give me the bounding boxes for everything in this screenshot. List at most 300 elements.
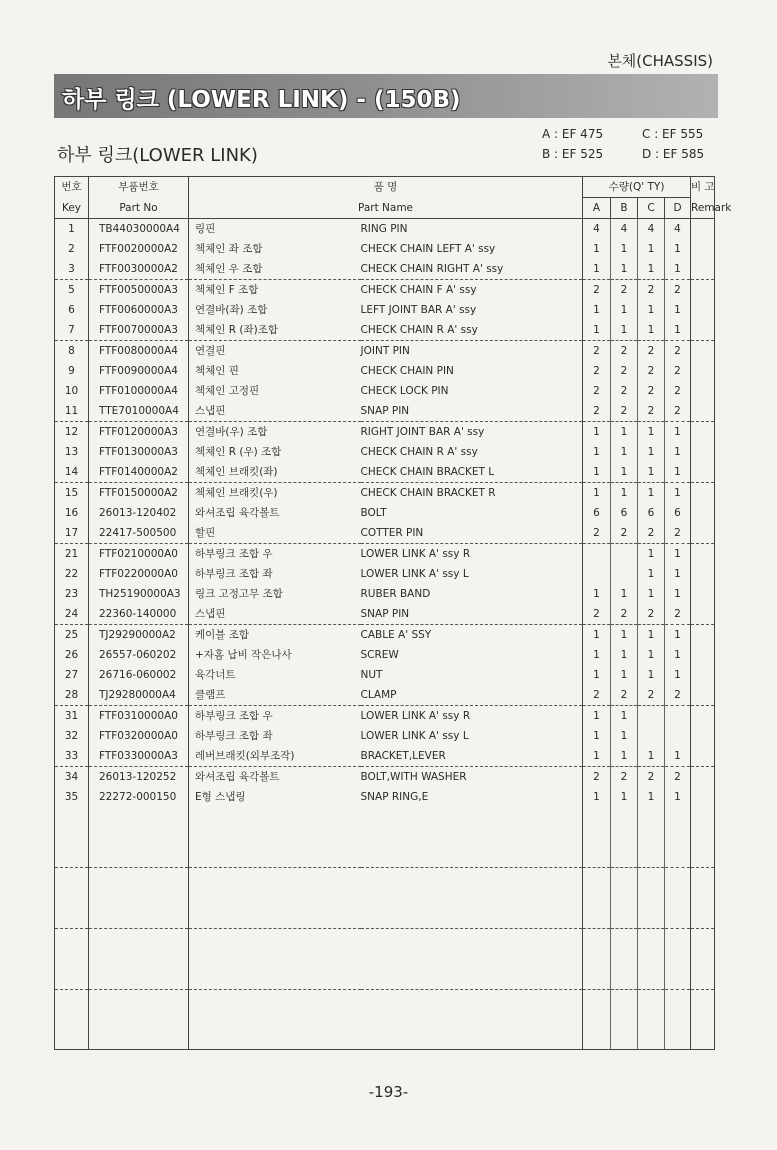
part-key: 2	[55, 239, 89, 259]
qty-d: 1	[665, 746, 691, 767]
part-name-kr: 첵체인 브래킷(좌)	[189, 462, 361, 483]
qty-d: 1	[665, 625, 691, 646]
part-key: 24	[55, 604, 89, 625]
subtitle: 하부 링크(LOWER LINK)	[57, 145, 258, 166]
table-row	[55, 787, 715, 807]
part-number: FTF0120000A3	[89, 422, 189, 443]
part-number: FTF0070000A3	[89, 320, 189, 341]
remark	[691, 523, 715, 544]
model-a: A : EF 475	[542, 127, 604, 141]
part-key: 5	[55, 280, 89, 301]
qty-c: 2	[638, 361, 665, 381]
qty-a: 6	[583, 503, 611, 523]
page-number: -193-	[368, 1083, 409, 1101]
part-name-kr: 하부링크 조합 좌	[195, 568, 273, 580]
blank-cell	[611, 929, 638, 990]
part-name-en: CHECK CHAIN PIN	[360, 365, 454, 377]
table-row	[55, 219, 715, 240]
qty-a: 1	[583, 483, 611, 504]
qty-c: 4	[638, 219, 665, 240]
qty-a: 1	[583, 584, 611, 604]
qty-a: 2	[583, 381, 611, 401]
part-name-kr: 육각너트	[195, 669, 236, 681]
part-key: 22	[55, 564, 89, 584]
qty-b: 2	[611, 523, 638, 544]
qty-a: 1	[583, 787, 611, 807]
remark	[691, 462, 715, 483]
part-name-kr: 스냅핀	[189, 401, 361, 422]
qty-b: 1	[611, 442, 638, 462]
part-key: 25	[55, 625, 89, 646]
qty-b: 1	[611, 483, 638, 504]
part-key: 35	[55, 787, 89, 807]
part-name-en: SNAP RING,E	[360, 791, 429, 803]
table-row-blank	[55, 990, 715, 1050]
part-name-en: LEFT JOINT BAR A' ssy	[360, 304, 477, 316]
part-number: FTF0090000A4	[89, 361, 189, 381]
part-name-en: CLAMP	[361, 685, 583, 706]
part-name-en: RUBER BAND	[360, 588, 431, 600]
part-name-kr: 클램프	[189, 685, 361, 706]
part-key: 14	[55, 462, 89, 483]
blank-cell	[691, 929, 715, 990]
qty-a: 1	[583, 259, 611, 280]
qty-a: 2	[583, 523, 611, 544]
qty-b: 1	[611, 462, 638, 483]
qty-c: 1	[638, 665, 665, 685]
part-name-kr: 연결핀	[195, 345, 226, 357]
qty-d: 4	[665, 219, 691, 240]
blank-cell	[55, 929, 89, 990]
table-row-blank	[55, 807, 715, 868]
table-row	[55, 625, 715, 646]
qty-b: 2	[611, 767, 638, 788]
qty-c: 1	[638, 259, 665, 280]
remark	[691, 544, 715, 565]
qty-a: 4	[583, 219, 611, 240]
part-name-kr: 첵체인 F 조합	[195, 284, 259, 296]
qty-a: 1	[583, 462, 611, 483]
blank-cell	[638, 807, 665, 868]
blank-cell	[611, 990, 638, 1050]
part-number: FTF0060000A3	[89, 300, 189, 320]
table-row	[55, 544, 715, 565]
part-name-en: SCREW	[360, 649, 399, 661]
part-name-kr: 와셔조립 육각볼트	[195, 771, 280, 783]
part-key: 33	[55, 746, 89, 767]
remark	[691, 422, 715, 443]
part-number: FTF0030000A2	[89, 259, 189, 280]
qty-d: 1	[665, 787, 691, 807]
qty-c	[638, 726, 665, 746]
remark	[691, 280, 715, 301]
qty-b: 1	[611, 746, 638, 767]
col-key-kr: 번호	[55, 177, 89, 198]
table-row-blank	[55, 929, 715, 990]
qty-b: 2	[611, 604, 638, 625]
qty-a	[583, 544, 611, 565]
col-name-kr: 품 명	[189, 177, 583, 198]
col-qty-b: B	[611, 198, 638, 219]
qty-d: 1	[665, 442, 691, 462]
part-key: 32	[55, 726, 89, 746]
part-name-en: CHECK CHAIN F A' ssy	[360, 284, 477, 296]
part-name-en: CHECK LOCK PIN	[360, 385, 449, 397]
table-row	[55, 361, 715, 381]
qty-d: 1	[665, 483, 691, 504]
part-number: 26013-120402	[89, 503, 189, 523]
qty-c: 1	[638, 462, 665, 483]
qty-a: 1	[583, 625, 611, 646]
part-name-en: LOWER LINK A' ssy R	[360, 710, 471, 722]
remark	[691, 259, 715, 280]
table-row	[55, 381, 715, 401]
col-name: Part Name	[189, 198, 583, 219]
qty-a	[583, 564, 611, 584]
table-row	[55, 341, 715, 362]
qty-a: 2	[583, 767, 611, 788]
part-name-kr: 하부링크 조합 좌	[195, 730, 273, 742]
qty-d: 6	[665, 503, 691, 523]
qty-b: 1	[611, 645, 638, 665]
qty-d: 1	[665, 300, 691, 320]
remark	[691, 401, 715, 422]
table-row	[55, 483, 715, 504]
blank-cell	[665, 807, 691, 868]
part-key: 12	[55, 422, 89, 443]
part-number: FTF0050000A3	[89, 280, 189, 301]
qty-c: 2	[638, 401, 665, 422]
part-key: 17	[55, 523, 89, 544]
part-name-kr: 하부링크 조합 우	[195, 548, 273, 560]
qty-a: 1	[583, 645, 611, 665]
blank-cell	[55, 990, 89, 1050]
qty-b: 1	[611, 726, 638, 746]
qty-c: 1	[638, 239, 665, 259]
qty-d: 2	[665, 280, 691, 301]
part-name-en: CABLE A' SSY	[360, 629, 432, 641]
remark	[691, 503, 715, 523]
qty-b	[611, 564, 638, 584]
table-row	[55, 604, 715, 625]
blank-cell	[638, 929, 665, 990]
part-key: 10	[55, 381, 89, 401]
part-number: TJ29280000A4	[89, 685, 189, 706]
qty-c: 2	[638, 767, 665, 788]
part-name-en: RIGHT JOINT BAR A' ssy	[360, 426, 485, 438]
table-row	[55, 584, 715, 604]
qty-a: 2	[583, 685, 611, 706]
part-name-en: RING PIN	[360, 223, 408, 235]
table-row	[55, 706, 715, 727]
part-number: 26013-120252	[89, 767, 189, 788]
col-key: Key	[55, 198, 89, 219]
blank-cell	[55, 807, 89, 868]
blank-cell	[89, 990, 189, 1050]
qty-b: 2	[611, 341, 638, 362]
part-number: 22417-500500	[89, 523, 189, 544]
part-key: 26	[55, 645, 89, 665]
qty-b	[611, 544, 638, 565]
table-row	[55, 259, 715, 280]
part-name-en: SNAP PIN	[361, 604, 583, 625]
remark	[691, 645, 715, 665]
qty-a: 1	[583, 239, 611, 259]
model-b: B : EF 525	[542, 147, 604, 161]
part-key: 15	[55, 483, 89, 504]
part-name-kr: 링핀	[195, 223, 216, 235]
part-name-kr: 첵체인 고정핀	[195, 385, 260, 397]
remark	[691, 442, 715, 462]
part-key: 28	[55, 685, 89, 706]
qty-d: 2	[665, 767, 691, 788]
remark	[691, 685, 715, 706]
part-key: 6	[55, 300, 89, 320]
qty-c: 2	[638, 381, 665, 401]
qty-c: 2	[638, 685, 665, 706]
table-row	[55, 300, 715, 320]
qty-d: 1	[665, 422, 691, 443]
part-name-en: CHECK CHAIN LEFT A' ssy	[360, 243, 496, 255]
table-row	[55, 746, 715, 767]
qty-b: 6	[611, 503, 638, 523]
blank-cell	[665, 990, 691, 1050]
qty-a: 1	[583, 442, 611, 462]
part-name-en: COTTER PIN	[361, 523, 583, 544]
part-name-kr: 연결바(좌) 조합	[195, 304, 268, 316]
qty-a: 1	[583, 665, 611, 685]
qty-b: 2	[611, 280, 638, 301]
remark	[691, 564, 715, 584]
part-name-kr: 첵체인 R (우) 조합	[195, 446, 282, 458]
qty-a: 1	[583, 726, 611, 746]
blank-cell	[189, 868, 361, 929]
qty-c: 6	[638, 503, 665, 523]
qty-d	[665, 726, 691, 746]
qty-b: 1	[611, 787, 638, 807]
blank-cell	[583, 868, 611, 929]
title-banner	[54, 74, 718, 118]
blank-cell	[665, 868, 691, 929]
remark	[691, 787, 715, 807]
table-row	[55, 665, 715, 685]
part-name-kr: 링크 고정고무 조합	[195, 588, 283, 600]
part-name-kr: 케이블 조합	[195, 629, 250, 641]
blank-cell	[638, 990, 665, 1050]
qty-c: 1	[638, 320, 665, 341]
part-key: 31	[55, 706, 89, 727]
table-row	[55, 564, 715, 584]
qty-c: 1	[638, 787, 665, 807]
part-name-en: CHECK CHAIN BRACKET L	[361, 462, 583, 483]
part-key: 23	[55, 584, 89, 604]
blank-cell	[691, 990, 715, 1050]
part-key: 21	[55, 544, 89, 565]
part-name-kr: 첵체인 R (좌)조합	[189, 320, 361, 341]
part-name-en: CHECK CHAIN BRACKET R	[360, 487, 496, 499]
blank-cell	[361, 868, 583, 929]
blank-cell	[361, 990, 583, 1050]
table-row	[55, 523, 715, 544]
table-row	[55, 726, 715, 746]
qty-a: 1	[583, 422, 611, 443]
part-name-kr: 와셔조립 육각볼트	[195, 507, 280, 519]
table-row	[55, 320, 715, 341]
table-row	[55, 645, 715, 665]
parts-table	[54, 176, 732, 1050]
blank-cell	[89, 807, 189, 868]
part-name-en: BRACKET,LEVER	[361, 746, 583, 767]
qty-d: 2	[665, 401, 691, 422]
part-name-kr: 첵체인 핀	[195, 365, 239, 377]
part-name-en: NUT	[360, 669, 383, 681]
qty-a: 2	[583, 604, 611, 625]
remark	[691, 706, 715, 727]
remark	[691, 341, 715, 362]
qty-d: 1	[665, 564, 691, 584]
qty-d: 1	[665, 259, 691, 280]
blank-cell	[638, 868, 665, 929]
part-name-en: LOWER LINK A' ssy L	[360, 568, 469, 580]
qty-d: 2	[665, 685, 691, 706]
qty-a: 1	[583, 320, 611, 341]
remark	[691, 625, 715, 646]
table-row	[55, 401, 715, 422]
col-partno: Part No	[89, 198, 189, 219]
table-row	[55, 503, 715, 523]
remark	[691, 239, 715, 259]
blank-cell	[611, 868, 638, 929]
remark	[691, 604, 715, 625]
model-c: C : EF 555	[642, 127, 704, 141]
qty-d: 1	[665, 665, 691, 685]
part-key: 13	[55, 442, 89, 462]
qty-a: 2	[583, 341, 611, 362]
col-qty-c: C	[638, 198, 665, 219]
part-name-en: CHECK CHAIN RIGHT A' ssy	[361, 259, 583, 280]
qty-d: 2	[665, 361, 691, 381]
blank-cell	[55, 868, 89, 929]
part-name-kr: 할핀	[189, 523, 361, 544]
remark	[691, 219, 715, 240]
qty-b: 2	[611, 685, 638, 706]
qty-b: 1	[611, 422, 638, 443]
blank-cell	[189, 990, 361, 1050]
qty-b: 1	[611, 239, 638, 259]
part-number: FTF0020000A2	[89, 239, 189, 259]
part-name-en: CHECK CHAIN R A' ssy	[361, 320, 583, 341]
col-qty-a: A	[583, 198, 611, 219]
col-qty-kr: 수량(Q' TY)	[583, 177, 691, 198]
table-row	[55, 280, 715, 301]
part-name-en: JOINT PIN	[360, 345, 410, 357]
qty-c: 2	[638, 523, 665, 544]
part-key: 3	[55, 259, 89, 280]
qty-c: 1	[638, 645, 665, 665]
qty-d: 1	[665, 544, 691, 565]
table-row	[55, 239, 715, 259]
blank-cell	[583, 929, 611, 990]
blank-cell	[691, 807, 715, 868]
page-title: 하부 링크 (LOWER LINK) - (150B)	[62, 87, 461, 113]
blank-cell	[691, 868, 715, 929]
table-row	[55, 422, 715, 443]
qty-b: 4	[611, 219, 638, 240]
part-number: FTF0100000A4	[89, 381, 189, 401]
part-number: 22360-140000	[89, 604, 189, 625]
blank-cell	[583, 990, 611, 1050]
qty-c: 1	[638, 625, 665, 646]
part-name-en: CHECK CHAIN R A' ssy	[360, 446, 478, 458]
blank-cell	[361, 929, 583, 990]
part-key: 7	[55, 320, 89, 341]
part-key: 11	[55, 401, 89, 422]
col-partno-kr: 부품번호	[89, 177, 189, 198]
qty-b: 1	[611, 300, 638, 320]
part-name-kr: 하부링크 조합 우	[195, 710, 273, 722]
qty-d: 1	[665, 584, 691, 604]
part-number: FTF0220000A0	[89, 564, 189, 584]
qty-c: 1	[638, 564, 665, 584]
qty-d: 1	[665, 645, 691, 665]
part-name-kr: 첵체인 브래킷(우)	[195, 487, 278, 499]
part-number: FTF0130000A3	[89, 442, 189, 462]
remark	[691, 483, 715, 504]
qty-a: 2	[583, 401, 611, 422]
qty-a: 1	[583, 746, 611, 767]
blank-cell	[611, 807, 638, 868]
qty-c: 1	[638, 544, 665, 565]
part-number: TJ29290000A2	[89, 625, 189, 646]
qty-b: 1	[611, 706, 638, 727]
qty-c: 1	[638, 746, 665, 767]
remark	[691, 746, 715, 767]
qty-b: 1	[611, 259, 638, 280]
blank-cell	[189, 807, 361, 868]
qty-b: 1	[611, 665, 638, 685]
part-number: FTF0320000A0	[89, 726, 189, 746]
blank-cell	[89, 929, 189, 990]
part-number: FTF0210000A0	[89, 544, 189, 565]
part-name-en: SNAP PIN	[361, 401, 583, 422]
blank-cell	[89, 868, 189, 929]
qty-a: 1	[583, 706, 611, 727]
table-row	[55, 767, 715, 788]
blank-cell	[583, 807, 611, 868]
qty-d: 1	[665, 462, 691, 483]
part-number: 26557-060202	[89, 645, 189, 665]
part-name-kr: 첵체인 좌 조합	[195, 243, 263, 255]
blank-cell	[665, 929, 691, 990]
remark	[691, 320, 715, 341]
remark	[691, 767, 715, 788]
qty-c: 1	[638, 584, 665, 604]
part-number: 26716-060002	[89, 665, 189, 685]
part-number: TH25190000A3	[89, 584, 189, 604]
blank-cell	[189, 929, 361, 990]
part-name-en: BOLT	[360, 507, 387, 519]
table-row	[55, 685, 715, 706]
qty-c: 1	[638, 300, 665, 320]
remark	[691, 584, 715, 604]
part-number: FTF0140000A2	[89, 462, 189, 483]
part-number: FTF0080000A4	[89, 341, 189, 362]
qty-a: 2	[583, 280, 611, 301]
qty-a: 1	[583, 300, 611, 320]
qty-b: 2	[611, 401, 638, 422]
part-key: 8	[55, 341, 89, 362]
part-name-kr: 레버브래킷(외부조작)	[189, 746, 361, 767]
